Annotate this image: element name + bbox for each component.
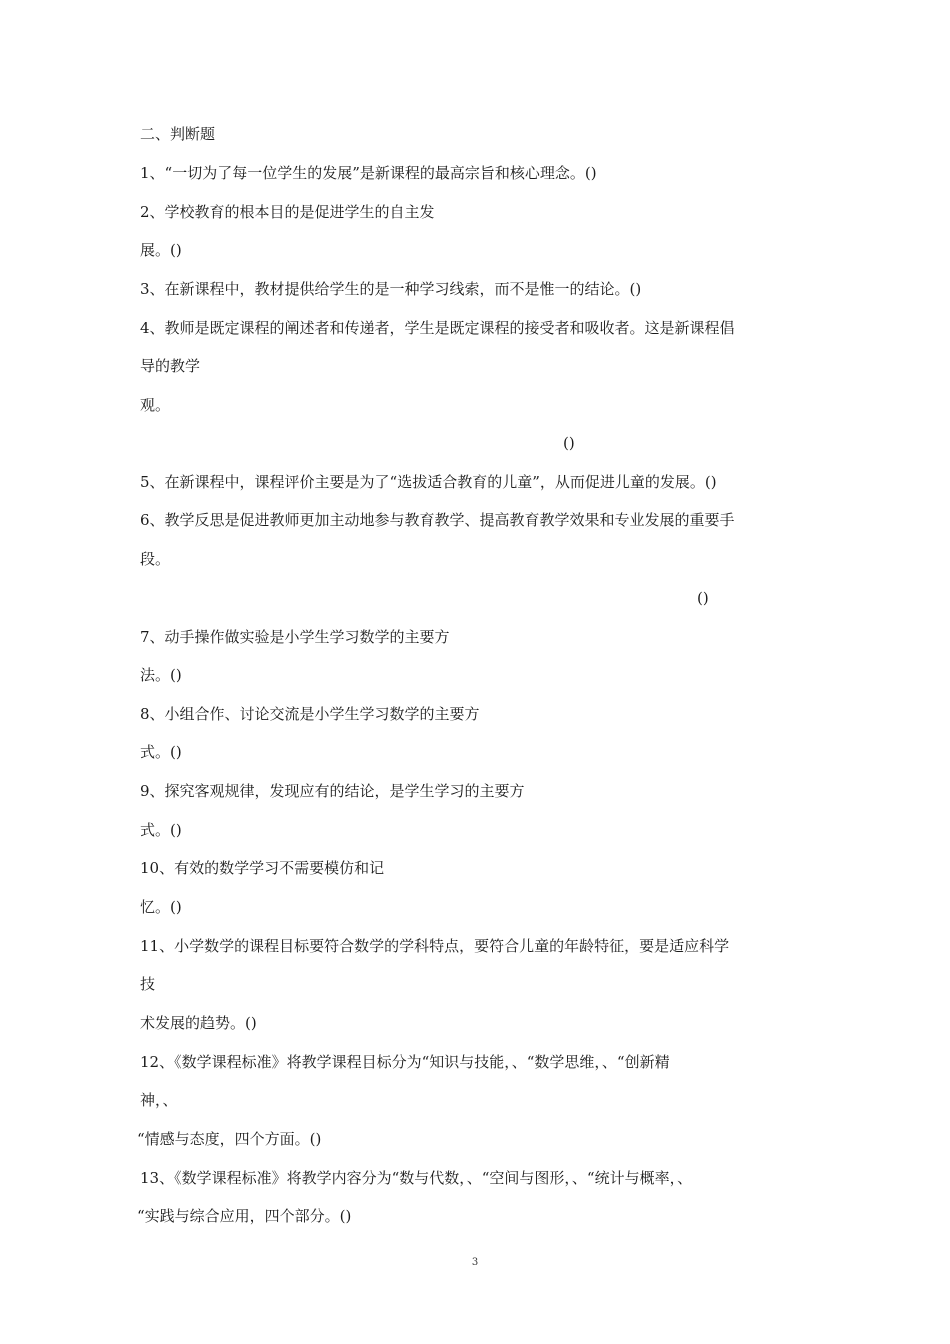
- question-13: 13、《数学课程标准》将教学内容分为“数与代数，、“空间与图形，、“统计与概率，、: [140, 1169, 693, 1187]
- question-1: 1、“一切为了每一位学生的发展”是新课程的最高宗旨和核心理念。(): [140, 164, 597, 182]
- question-6: 6、教学反思是促进教师更加主动地参与教育教学、提高教育教学效果和专业发展的重要手: [140, 511, 735, 529]
- question-6-cont: 段。: [140, 550, 171, 568]
- question-13-cont: “实践与综合应用，四个部分。(): [137, 1207, 352, 1225]
- question-7: 7、动手操作做实验是小学生学习数学的主要方: [140, 628, 450, 646]
- question-4: 4、教师是既定课程的阐述者和传递者，学生是既定课程的接受者和吸收者。这是新课程倡: [140, 319, 735, 337]
- question-10-cont: 忆。(): [140, 898, 182, 916]
- question-11-cont-2: 术发展的趋势。(): [140, 1014, 257, 1032]
- question-7-cont: 法。(): [140, 666, 182, 684]
- question-6-answer-bracket: (): [697, 589, 709, 607]
- question-10: 10、有效的数学学习不需要模仿和记: [140, 859, 385, 877]
- question-9: 9、探究客观规律，发现应有的结论，是学生学习的主要方: [140, 782, 525, 800]
- question-12-cont-2: “情感与态度，四个方面。(): [137, 1130, 322, 1148]
- question-8-cont: 式。(): [140, 743, 182, 761]
- question-4-cont: 导的教学: [140, 357, 201, 375]
- question-8: 8、小组合作、讨论交流是小学生学习数学的主要方: [140, 705, 480, 723]
- question-9-cont: 式。(): [140, 821, 182, 839]
- question-4-cont-2: 观。: [140, 396, 171, 414]
- question-2: 2、学校教育的根本目的是促进学生的自主发: [140, 203, 435, 221]
- question-2-cont: 展。(): [140, 241, 182, 259]
- question-12: 12、《数学课程标准》将教学课程目标分为“知识与技能，、“数学思维，、“创新精: [140, 1053, 670, 1071]
- question-4-answer-bracket: (): [563, 434, 575, 452]
- page-number: 3: [471, 1257, 479, 1268]
- section-title: 二、判断题: [140, 125, 216, 143]
- question-12-cont: 神，、: [140, 1091, 178, 1109]
- question-11: 11、小学数学的课程目标要符合数学的学科特点，要符合儿童的年龄特征，要是适应科学: [140, 937, 730, 955]
- question-11-cont: 技: [140, 975, 156, 993]
- question-3: 3、在新课程中，教材提供给学生的是一种学习线索，而不是惟一的结论。(): [140, 280, 642, 298]
- question-5: 5、在新课程中，课程评价主要是为了“选拔适合教育的儿童”，从而促进儿童的发展。(): [140, 473, 717, 491]
